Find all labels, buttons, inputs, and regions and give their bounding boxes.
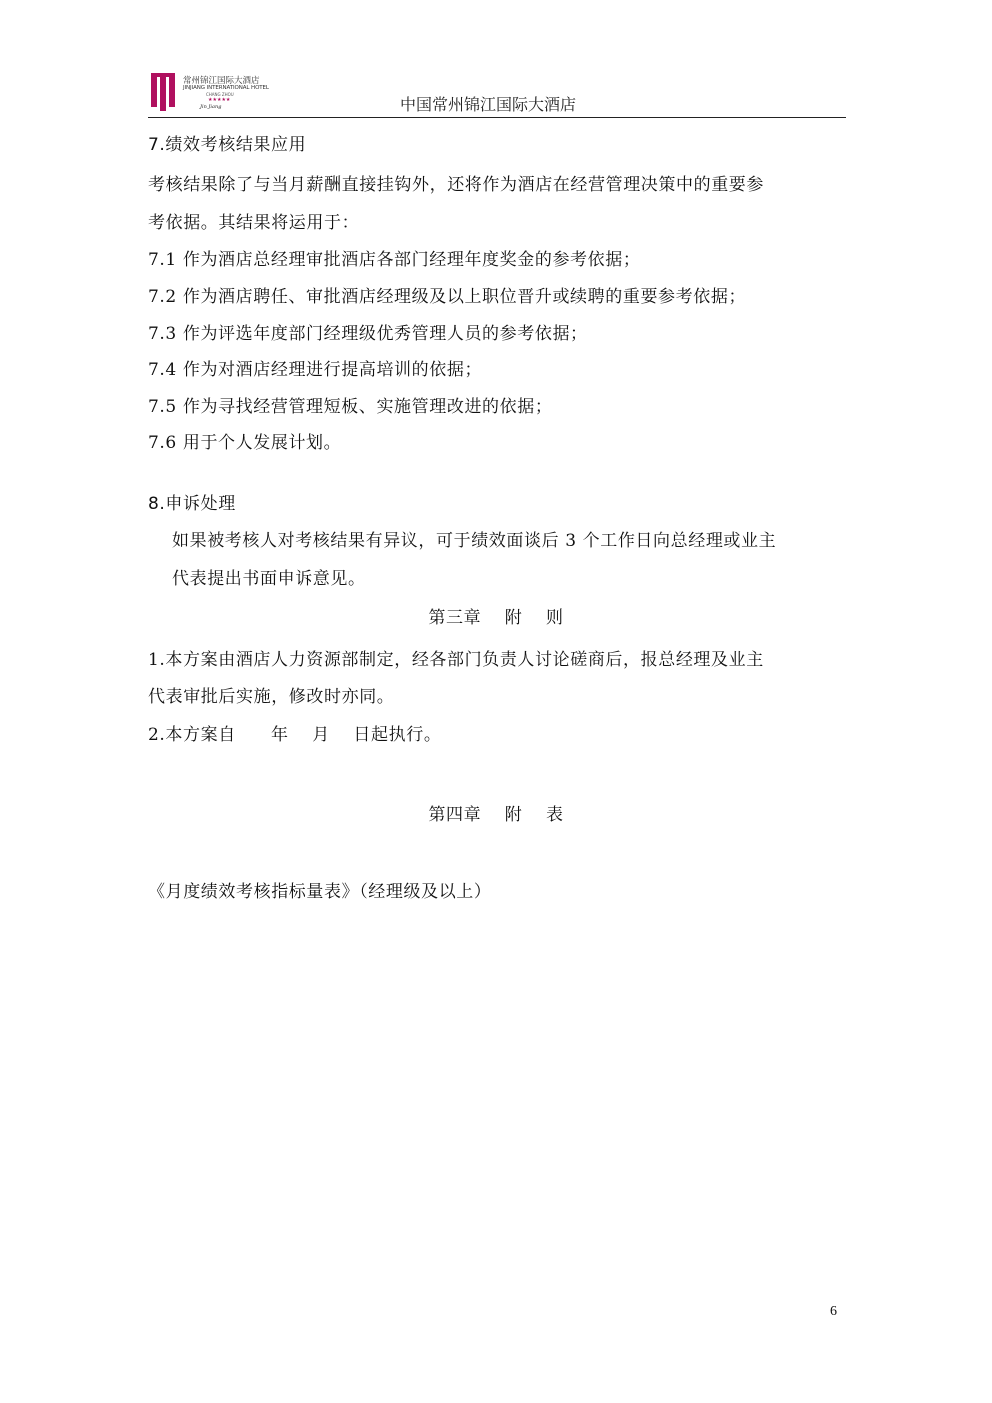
section7-item: 7.5 作为寻找经营管理短板、实施管理改进的依据； bbox=[148, 397, 553, 417]
section7-item: 7.4 作为对酒店经理进行提高培训的依据； bbox=[148, 360, 483, 380]
section8-heading: 8.申诉处理 bbox=[148, 494, 236, 514]
logo-brand: Jin Jiang bbox=[200, 104, 222, 110]
logo-stars: ★★★★★ bbox=[208, 97, 231, 103]
header-title: 中国常州锦江国际大酒店 bbox=[400, 95, 577, 114]
chapter3-item1-line2: 代表审批后实施，修改时亦同。 bbox=[148, 687, 395, 707]
chapter4-title: 第四章 附 表 bbox=[428, 805, 564, 825]
section8-line1: 如果被考核人对考核结果有异议，可于绩效面谈后 3 个工作日向总经理或业主 bbox=[172, 531, 777, 551]
section7-item: 7.2 作为酒店聘任、审批酒店经理级及以上职位晋升或续聘的重要参考依据； bbox=[148, 287, 747, 307]
appendix-table-reference: 《月度绩效考核指标量表》（经理级及以上） bbox=[148, 882, 492, 902]
logo-name-en: JINJIANG INTERNATIONAL HOTEL bbox=[183, 85, 269, 91]
page-number: 6 bbox=[830, 1304, 837, 1319]
section8-line2: 代表提出书面申诉意见。 bbox=[172, 569, 366, 589]
chapter3-title: 第三章 附 则 bbox=[428, 608, 564, 628]
section7-item: 7.1 作为酒店总经理审批酒店各部门经理年度奖金的参考依据； bbox=[148, 250, 641, 270]
section7-intro-line2: 考依据。其结果将运用于： bbox=[148, 213, 360, 233]
section7-item: 7.3 作为评选年度部门经理级优秀管理人员的参考依据； bbox=[148, 324, 588, 344]
section7-intro-line1: 考核结果除了与当月薪酬直接挂钩外，还将作为酒店在经营管理决策中的重要参 bbox=[148, 175, 764, 195]
chapter3-item2: 2.本方案自 年 月 日起执行。 bbox=[148, 725, 442, 745]
logo-name-cn: 常州锦江国际大酒店 bbox=[183, 76, 260, 86]
hotel-logo bbox=[150, 72, 268, 112]
logo-mark-icon bbox=[150, 72, 180, 112]
logo-city: CHANG ZHOU bbox=[206, 92, 234, 97]
section7-heading: 7.绩效考核结果应用 bbox=[148, 135, 307, 155]
section7-item: 7.6 用于个人发展计划。 bbox=[148, 433, 342, 453]
chapter3-item1-line1: 1.本方案由酒店人力资源部制定，经各部门负责人讨论磋商后，报总经理及业主 bbox=[148, 650, 764, 670]
page-header bbox=[148, 68, 846, 118]
